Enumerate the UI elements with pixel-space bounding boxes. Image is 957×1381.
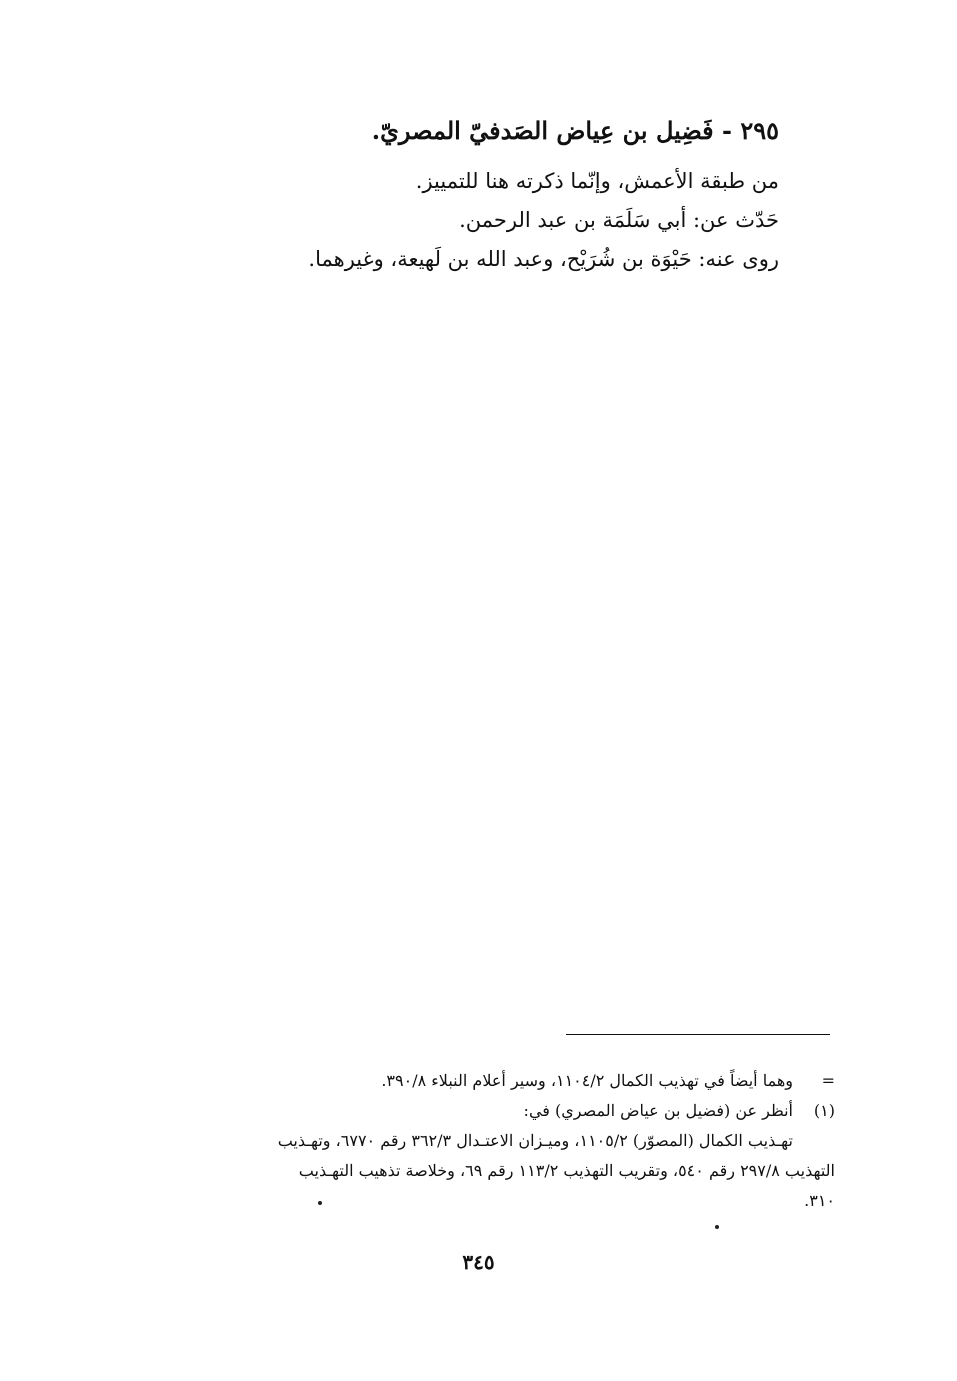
footnotes-section bbox=[135, 1066, 835, 1216]
footnote-divider bbox=[566, 1034, 830, 1035]
print-speck bbox=[715, 1225, 719, 1229]
footnote-continued bbox=[135, 1066, 835, 1096]
footnote-line: تهـذيب الكمال (المصوّر) ١١٠٥/٢، وميـزان الاعتـدال ٣٦٢/٣ رقم ٦٧٧٠، وتهـذيب bbox=[277, 1131, 793, 1150]
footnote-text: أنظر عن (فضيل بن عياض المصري) في: bbox=[523, 1101, 793, 1120]
entry-line-tabaqa: من طبقة الأعمش، وإنّما ذكرته هنا للتمييز. bbox=[415, 169, 779, 193]
entry-line-narrated-from: حَدّث عن: أبي سَلَمَة بن عبد الرحمن. bbox=[459, 208, 779, 232]
entry-line-narrated-by: روى عنه: حَيْوَة بن شُرَيْح، وعبد الله بن لَهيعة، وغيرهما. bbox=[308, 247, 779, 271]
footnote-line: ٣١٠. bbox=[804, 1191, 835, 1210]
footnote-1-continuation bbox=[135, 1126, 835, 1156]
footnote-marker-1: (١) bbox=[813, 1101, 835, 1120]
footnote-line: التهذيب ٢٩٧/٨ رقم ٥٤٠، وتقريب التهذيب ١١٣/٢ رقم ٦٩، وخلاصة تذهيب التهـذيب bbox=[298, 1161, 835, 1180]
entry-title: ٢٩٥ - فَضِيل بن عِياض الصَدفيّ المصريّ. bbox=[371, 116, 779, 145]
footnote-1 bbox=[135, 1096, 835, 1126]
page-number: ٣٤٥ bbox=[462, 1250, 495, 1274]
print-speck bbox=[318, 1201, 322, 1205]
footnote-marker-equals: = bbox=[821, 1071, 835, 1090]
biography-entry bbox=[239, 110, 779, 279]
footnote-text: وهما أيضاً في تهذيب الكمال ١١٠٤/٢، وسير أعلام النبلاء ٣٩٠/٨. bbox=[381, 1071, 793, 1090]
